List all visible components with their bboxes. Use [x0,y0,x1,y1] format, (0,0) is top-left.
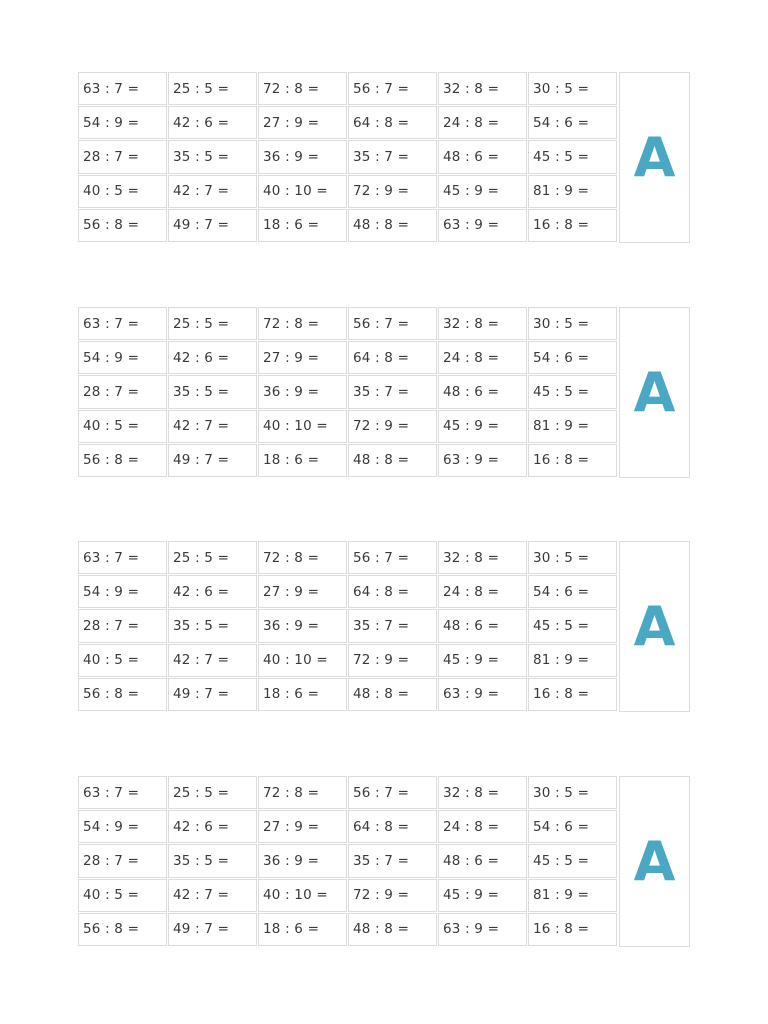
division-problem-cell: 25 : 5 = [168,541,257,574]
division-problem-cell: 27 : 9 = [258,341,347,374]
division-problem-cell: 45 : 5 = [528,375,617,408]
division-problem-cell: 54 : 9 = [78,341,167,374]
division-problem-cell: 63 : 9 = [438,444,527,477]
division-problem-cell: 63 : 7 = [78,72,167,105]
division-problem-cell: 36 : 9 = [258,609,347,642]
division-problem-cell: 45 : 5 = [528,140,617,173]
division-problem-cell: 54 : 6 = [528,810,617,843]
exercise-block [78,72,690,243]
division-problem-cell: 16 : 8 = [528,209,617,242]
division-problem-cell: 54 : 9 = [78,810,167,843]
division-problem-cell: 48 : 8 = [348,444,437,477]
division-problem-cell: 72 : 8 = [258,541,347,574]
division-problem-cell: 18 : 6 = [258,678,347,711]
division-problem-cell: 63 : 9 = [438,913,527,946]
division-problem-cell: 42 : 6 = [168,106,257,139]
division-problem-cell: 28 : 7 = [78,140,167,173]
version-letter-box [619,72,690,243]
division-problem-cell: 32 : 8 = [438,307,527,340]
division-problem-cell: 45 : 9 = [438,175,527,208]
version-letter: A [633,829,676,893]
division-problem-cell: 35 : 5 = [168,375,257,408]
division-problem-cell: 48 : 8 = [348,913,437,946]
division-problem-cell: 72 : 8 = [258,307,347,340]
division-problem-cell: 24 : 8 = [438,106,527,139]
division-problem-cell: 63 : 9 = [438,678,527,711]
division-problem-cell: 40 : 5 = [78,879,167,912]
division-problem-cell: 54 : 6 = [528,106,617,139]
division-problem-cell: 56 : 7 = [348,541,437,574]
division-problem-cell: 56 : 8 = [78,913,167,946]
division-problem-cell: 25 : 5 = [168,307,257,340]
problem-grid [78,307,618,478]
problem-grid [78,72,618,243]
division-problem-cell: 35 : 7 = [348,140,437,173]
division-problem-cell: 40 : 10 = [258,175,347,208]
division-problem-cell: 36 : 9 = [258,844,347,877]
division-problem-cell: 40 : 5 = [78,644,167,677]
version-letter-box [619,776,690,947]
exercise-block [78,776,690,947]
division-problem-cell: 49 : 7 = [168,444,257,477]
division-problem-cell: 48 : 6 = [438,844,527,877]
division-problem-cell: 18 : 6 = [258,444,347,477]
division-problem-cell: 72 : 9 = [348,410,437,443]
division-problem-cell: 35 : 5 = [168,844,257,877]
division-problem-cell: 42 : 7 = [168,644,257,677]
division-problem-cell: 24 : 8 = [438,575,527,608]
division-problem-cell: 32 : 8 = [438,541,527,574]
division-problem-cell: 72 : 9 = [348,644,437,677]
division-problem-cell: 45 : 9 = [438,644,527,677]
division-problem-cell: 48 : 6 = [438,375,527,408]
division-problem-cell: 24 : 8 = [438,810,527,843]
division-problem-cell: 42 : 6 = [168,575,257,608]
division-problem-cell: 45 : 9 = [438,879,527,912]
division-problem-cell: 56 : 7 = [348,72,437,105]
division-problem-cell: 30 : 5 = [528,541,617,574]
division-problem-cell: 56 : 7 = [348,307,437,340]
division-problem-cell: 40 : 5 = [78,175,167,208]
division-problem-cell: 48 : 6 = [438,140,527,173]
division-problem-cell: 32 : 8 = [438,776,527,809]
division-problem-cell: 16 : 8 = [528,678,617,711]
division-problem-cell: 32 : 8 = [438,72,527,105]
division-problem-cell: 42 : 7 = [168,410,257,443]
division-problem-cell: 24 : 8 = [438,341,527,374]
problem-grid [78,541,618,712]
division-problem-cell: 64 : 8 = [348,575,437,608]
version-letter-box [619,307,690,478]
division-problem-cell: 18 : 6 = [258,209,347,242]
division-problem-cell: 56 : 8 = [78,209,167,242]
division-problem-cell: 25 : 5 = [168,776,257,809]
division-problem-cell: 54 : 6 = [528,341,617,374]
division-problem-cell: 64 : 8 = [348,341,437,374]
division-problem-cell: 81 : 9 = [528,644,617,677]
division-problem-cell: 64 : 8 = [348,810,437,843]
division-problem-cell: 40 : 10 = [258,879,347,912]
problem-grid [78,776,618,947]
division-problem-cell: 45 : 5 = [528,609,617,642]
version-letter-box [619,541,690,712]
division-problem-cell: 45 : 5 = [528,844,617,877]
division-problem-cell: 63 : 7 = [78,307,167,340]
division-problem-cell: 72 : 9 = [348,175,437,208]
division-problem-cell: 40 : 10 = [258,410,347,443]
division-problem-cell: 54 : 9 = [78,106,167,139]
division-problem-cell: 25 : 5 = [168,72,257,105]
division-problem-cell: 42 : 6 = [168,810,257,843]
division-problem-cell: 27 : 9 = [258,575,347,608]
division-problem-cell: 36 : 9 = [258,375,347,408]
division-problem-cell: 72 : 9 = [348,879,437,912]
division-problem-cell: 49 : 7 = [168,678,257,711]
division-problem-cell: 40 : 10 = [258,644,347,677]
division-problem-cell: 42 : 6 = [168,341,257,374]
division-problem-cell: 63 : 7 = [78,541,167,574]
version-letter: A [633,125,676,189]
division-problem-cell: 27 : 9 = [258,106,347,139]
division-problem-cell: 72 : 8 = [258,776,347,809]
division-problem-cell: 63 : 7 = [78,776,167,809]
division-problem-cell: 28 : 7 = [78,609,167,642]
division-problem-cell: 18 : 6 = [258,913,347,946]
exercise-block [78,541,690,712]
division-problem-cell: 30 : 5 = [528,307,617,340]
division-problem-cell: 16 : 8 = [528,913,617,946]
division-problem-cell: 35 : 7 = [348,609,437,642]
division-problem-cell: 54 : 6 = [528,575,617,608]
division-problem-cell: 49 : 7 = [168,209,257,242]
division-problem-cell: 56 : 8 = [78,444,167,477]
division-problem-cell: 40 : 5 = [78,410,167,443]
division-problem-cell: 48 : 8 = [348,209,437,242]
division-problem-cell: 27 : 9 = [258,810,347,843]
division-problem-cell: 81 : 9 = [528,410,617,443]
division-problem-cell: 45 : 9 = [438,410,527,443]
division-problem-cell: 81 : 9 = [528,175,617,208]
division-problem-cell: 16 : 8 = [528,444,617,477]
division-problem-cell: 35 : 7 = [348,375,437,408]
division-problem-cell: 49 : 7 = [168,913,257,946]
version-letter: A [633,594,676,658]
division-problem-cell: 64 : 8 = [348,106,437,139]
division-problem-cell: 30 : 5 = [528,72,617,105]
division-problem-cell: 63 : 9 = [438,209,527,242]
division-problem-cell: 54 : 9 = [78,575,167,608]
division-problem-cell: 28 : 7 = [78,375,167,408]
division-problem-cell: 72 : 8 = [258,72,347,105]
division-problem-cell: 42 : 7 = [168,175,257,208]
division-problem-cell: 35 : 7 = [348,844,437,877]
division-problem-cell: 56 : 8 = [78,678,167,711]
division-problem-cell: 48 : 8 = [348,678,437,711]
division-problem-cell: 42 : 7 = [168,879,257,912]
division-problem-cell: 36 : 9 = [258,140,347,173]
division-problem-cell: 35 : 5 = [168,609,257,642]
version-letter: A [633,360,676,424]
division-problem-cell: 30 : 5 = [528,776,617,809]
exercise-block [78,307,690,478]
division-problem-cell: 81 : 9 = [528,879,617,912]
division-problem-cell: 35 : 5 = [168,140,257,173]
division-problem-cell: 48 : 6 = [438,609,527,642]
division-problem-cell: 56 : 7 = [348,776,437,809]
division-problem-cell: 28 : 7 = [78,844,167,877]
